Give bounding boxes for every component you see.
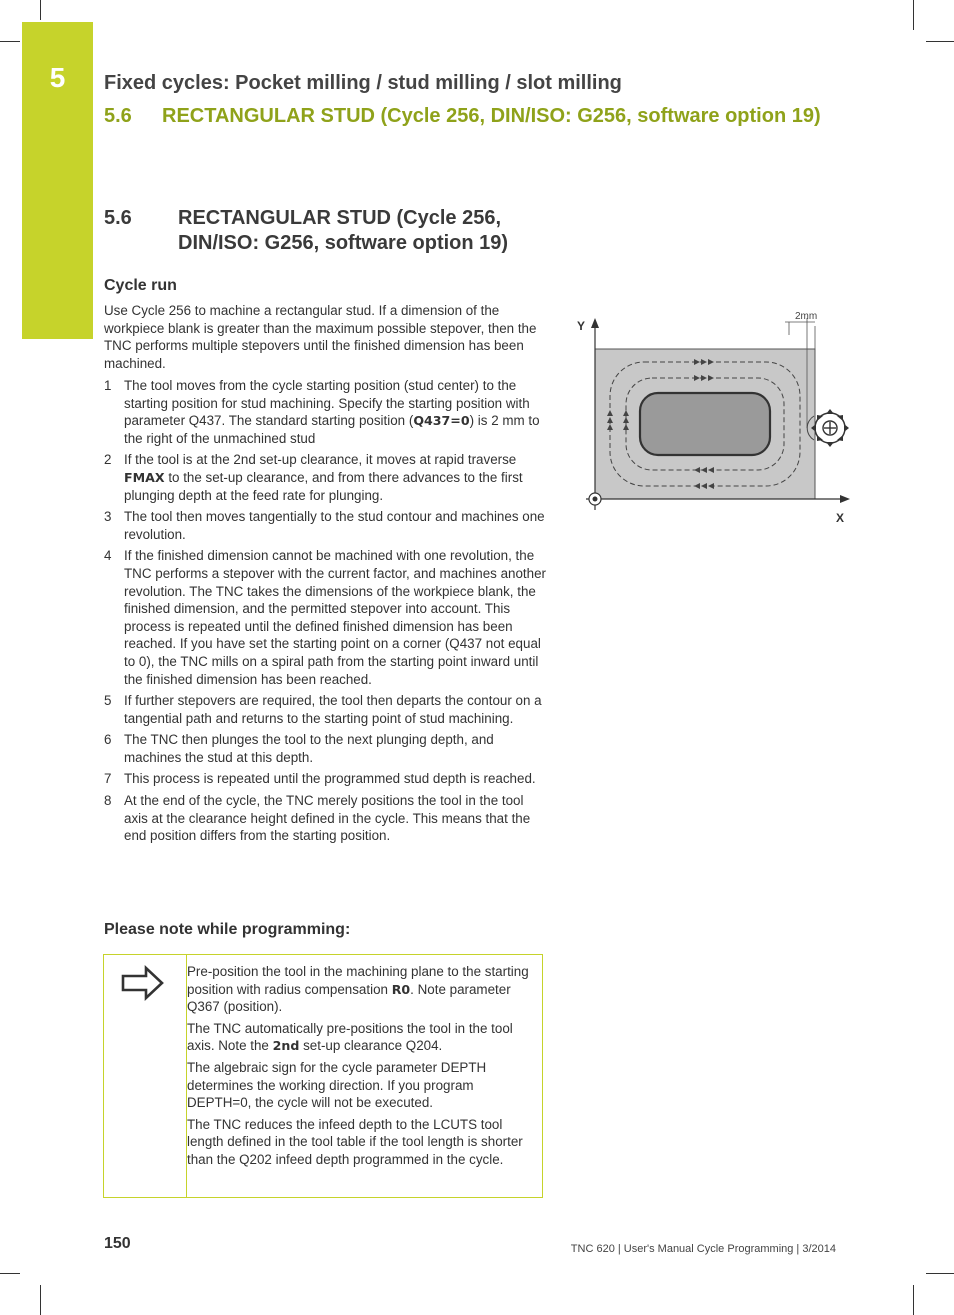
chapter-tab: [22, 22, 93, 339]
note-paragraph: Pre-position the tool in the machining plane to the starting position with radius compensation R0. Note parameter Q367 (position).: [187, 964, 529, 1015]
crop-mark: [913, 0, 914, 30]
dimension-label: 2mm: [795, 311, 818, 322]
note-box: [103, 954, 543, 1198]
note-heading: Please note while programming:: [104, 921, 351, 938]
section-number: 5.6: [104, 207, 132, 229]
list-item: 2 If the tool is at the 2nd set-up clearance, it moves at rapid traverse FMAX to the set-up clearance, and from there advances to the first plunging depth at the feed rate for plunging.: [104, 452, 523, 503]
note-paragraph: The TNC automatically pre-positions the tool in the tool axis. Note the 2nd set-up clearance Q204.: [187, 1020, 513, 1054]
crop-mark: [926, 41, 954, 42]
y-axis-arrow-icon: [591, 318, 599, 328]
x-axis-arrow-icon: [840, 495, 850, 503]
page-footer: TNC 620 | User's Manual Cycle Programming | 3/2014: [570, 1243, 836, 1255]
crop-mark: [40, 1285, 41, 1315]
note-text: [187, 963, 533, 1173]
list-item: 8 At the end of the cycle, the TNC merely positions the tool in the tool axis at the clearance height defined in the cycle. This means that the end position differs from the starting position.: [104, 793, 531, 844]
list-item: 6 The TNC then plunges the tool to the next plunging depth, and machines the stud at this depth.: [104, 732, 494, 765]
list-item: 4 If the finished dimension cannot be machined with one revolution, the TNC performs a stepover with the current factor, and machines another revolution. The TNC takes the dimensions of the workpiece blank, the finished dimension, and the permitted stepover into account. This process is repeated until the defined finished dimension has been reached. If you have set the starting point on a corner (Q437 not equal to 0), the TNC mills on a spiral path from the starting point inward until the finished dimension has been reached.: [104, 548, 547, 687]
chapter-number: 5: [49, 62, 66, 93]
note-paragraph: The TNC reduces the infeed depth to the LCUTS tool length defined in the tool table if the tool length is shorter than the Q202 infeed depth programmed in the cycle.: [187, 1116, 523, 1167]
stud-machining-diagram: [568, 300, 858, 530]
y-axis-label: Y: [577, 319, 586, 333]
cycle-run-intro: Use Cycle 256 to machine a rectangular stud. If a dimension of the workpiece blank is greater than the maximum possible stepover, then the TNC performs multiple stepovers until the finished dimension has been machined.: [104, 303, 537, 371]
list-item: 7 This process is repeated until the programmed stud depth is reached.: [104, 771, 536, 787]
section-title-text: RECTANGULAR STUD (Cycle 256, DIN/ISO: G256, software option 19): [178, 207, 509, 254]
running-header-text: RECTANGULAR STUD (Cycle 256, DIN/ISO: G256, software option 19): [162, 105, 821, 127]
note-paragraph: The algebraic sign for the cycle parameter DEPTH determines the working direction. If you program DEPTH=0, the cycle will not be executed.: [187, 1059, 487, 1111]
list-item: 5 If further stepovers are required, the tool then departs the contour on a tangential path and returns to the starting point of stud machining.: [104, 693, 542, 726]
milling-cutter-icon: [811, 409, 849, 447]
list-item: 3 The tool then moves tangentially to the stud contour and machines one revolution.: [104, 509, 545, 542]
cycle-run-heading: Cycle run: [104, 277, 177, 294]
crop-mark: [40, 0, 41, 20]
page-number: 150: [104, 1235, 131, 1252]
crop-mark: [0, 41, 20, 42]
finished-stud: [640, 393, 770, 455]
running-header-title: Fixed cycles: Pocket milling / stud milling / slot milling: [104, 72, 622, 94]
running-header-number: 5.6: [104, 105, 132, 127]
crop-mark: [913, 1285, 914, 1315]
crop-mark: [0, 1273, 20, 1274]
list-item: 1 The tool moves from the cycle starting position (stud center) to the starting position for stud machining. Specify the starting position with parameter Q437. The standard starting position (Q437=0) is 2 mm to the right of the unmachined stud: [104, 378, 540, 446]
x-axis-label: X: [836, 511, 845, 525]
cycle-steps-list: [104, 377, 546, 849]
crop-mark: [926, 1273, 954, 1274]
arrow-right-icon: [120, 965, 166, 1001]
